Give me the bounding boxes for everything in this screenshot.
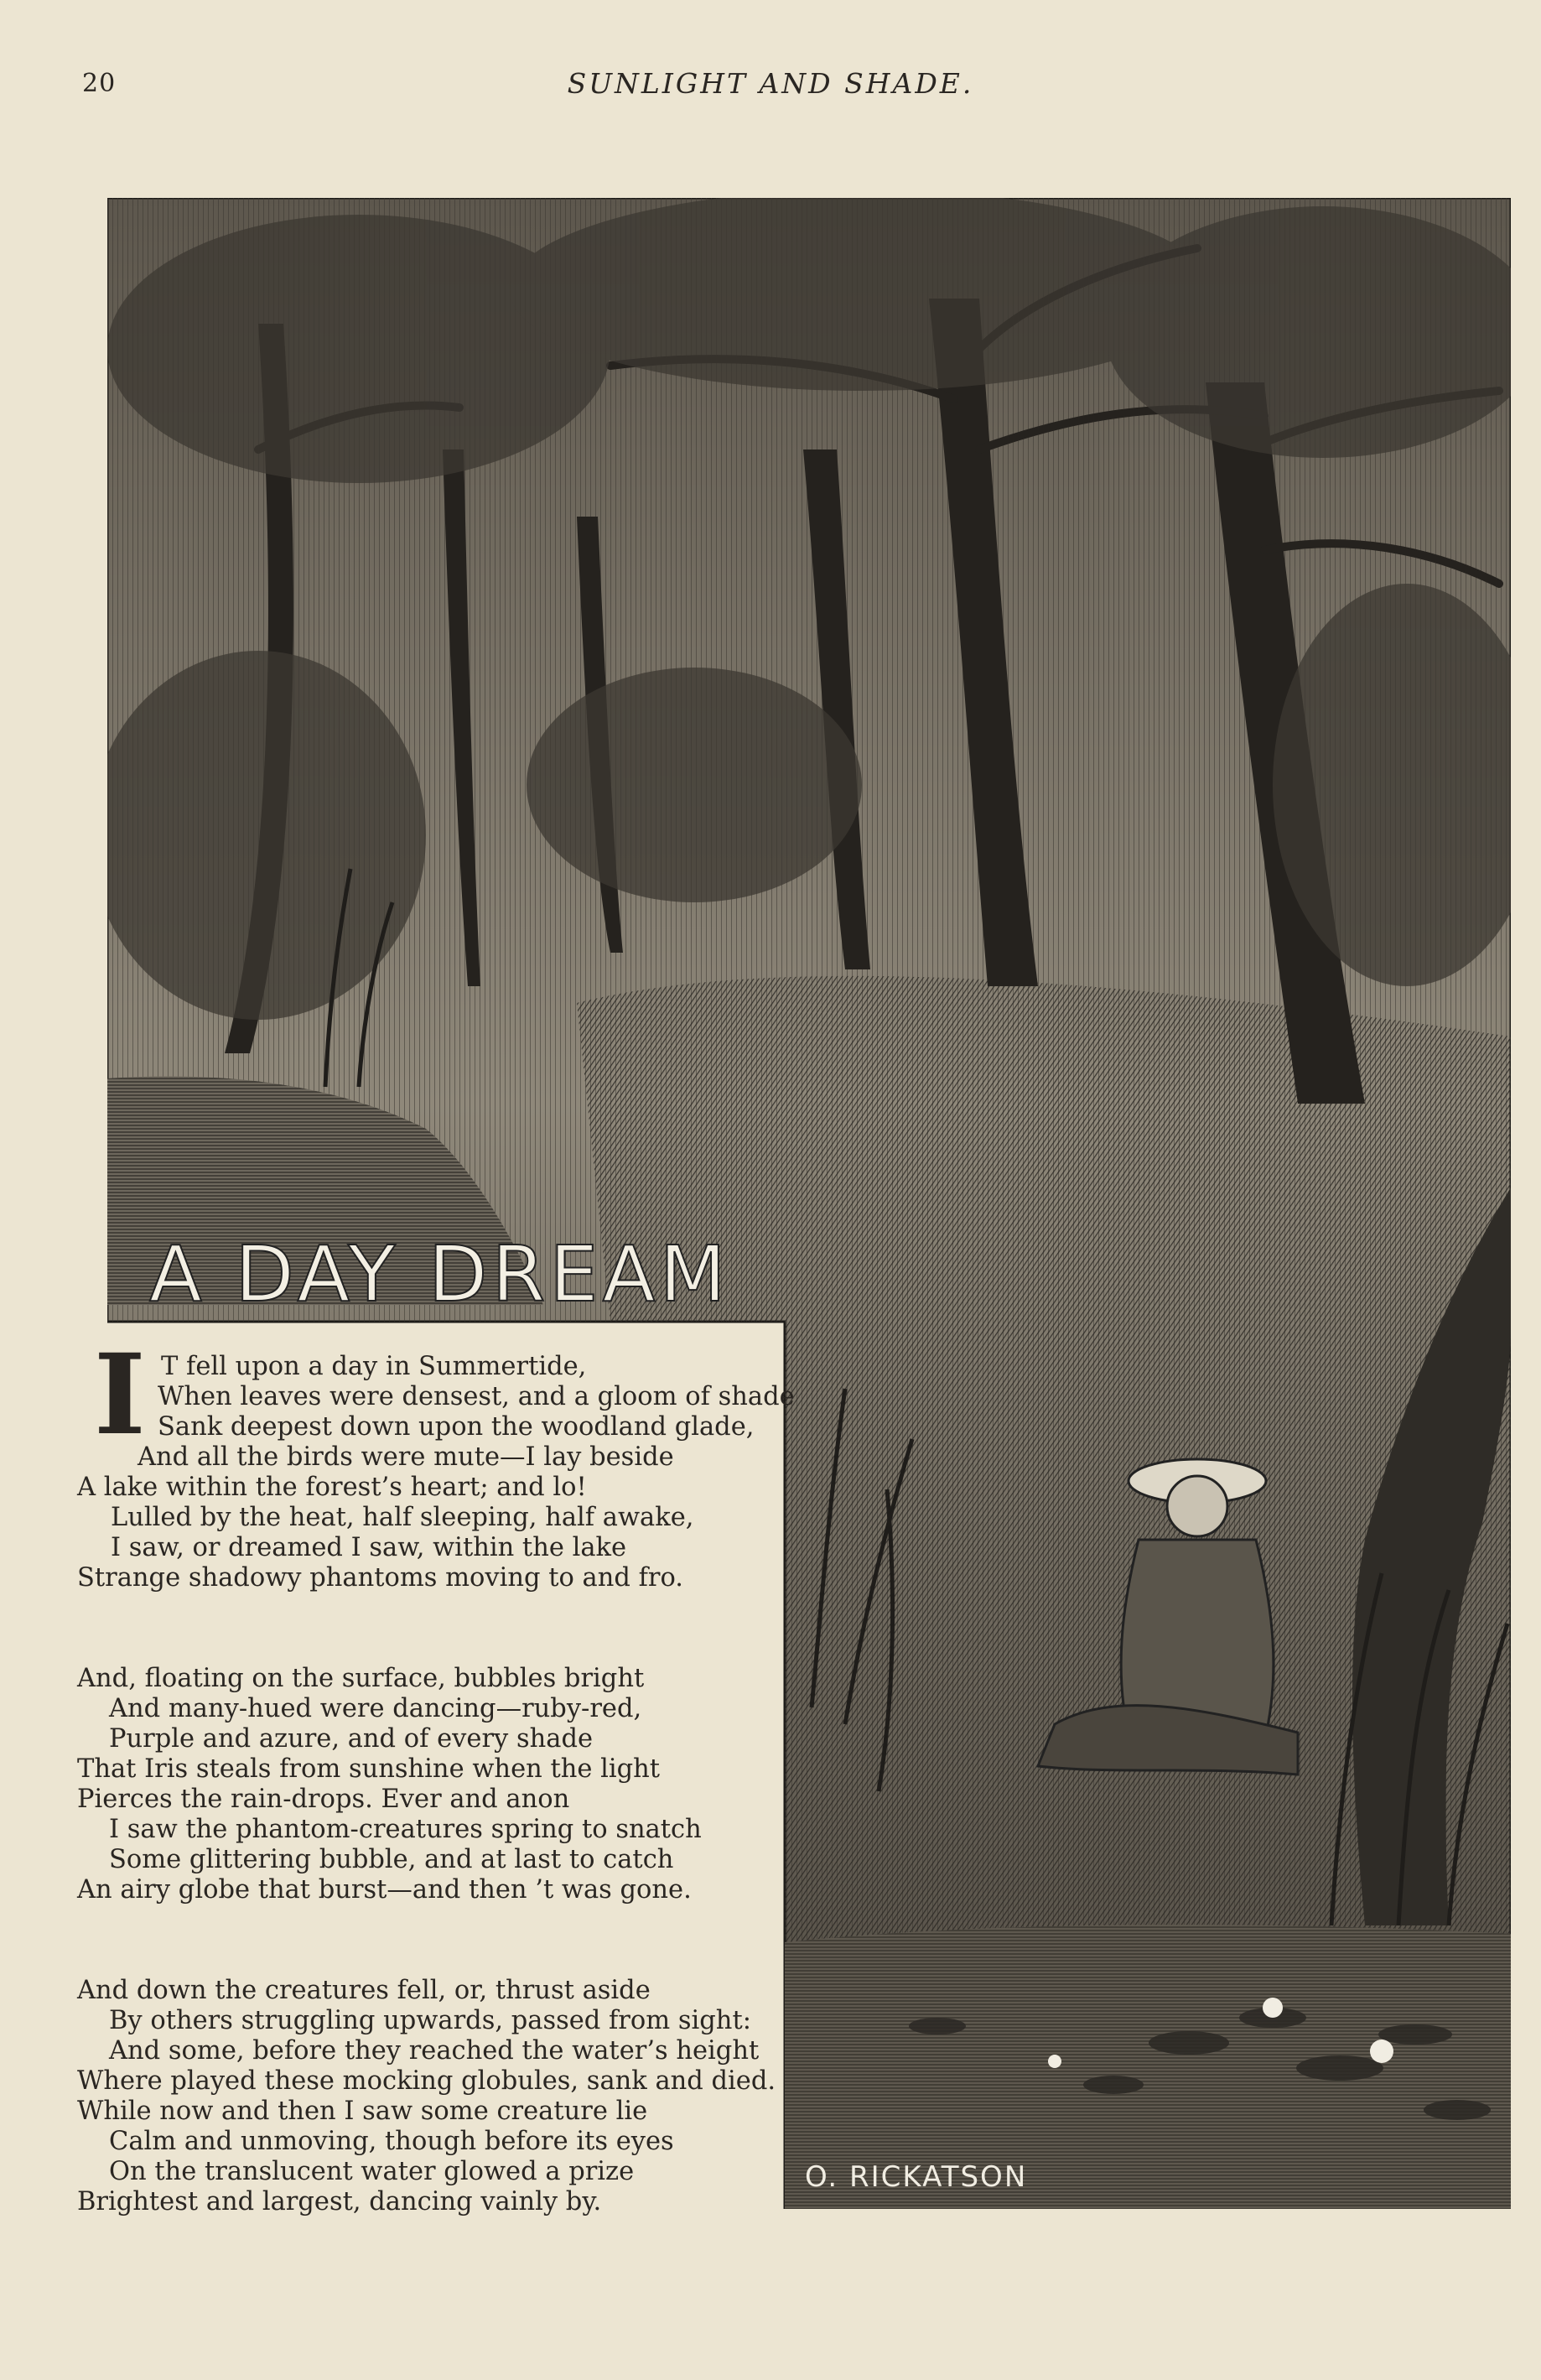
poem-line: An airy globe that burst—and then ’t was gone. <box>77 1875 692 1905</box>
drop-cap: I <box>94 1330 146 1460</box>
poem-line: And, floating on the surface, bubbles bright <box>77 1664 645 1693</box>
poem-line: Strange shadowy phantoms moving to and fro. <box>77 1563 683 1593</box>
poem-line: Brightest and largest, dancing vainly by. <box>77 2187 602 2216</box>
poem-line: Sank deepest down upon the woodland glade, <box>158 1412 755 1442</box>
poem-line: Where played these mocking globules, sank and died. <box>77 2066 776 2096</box>
poem-line: Lulled by the heat, half sleeping, half awake, <box>111 1503 694 1532</box>
poem-line: Calm and unmoving, though before its eyes <box>109 2127 674 2156</box>
poem-line: When leaves were densest, and a gloom of shade <box>158 1382 795 1411</box>
poem-line: And all the birds were mute—I lay beside <box>137 1442 674 1472</box>
poem-line: Some glittering bubble, and at last to catch <box>109 1845 674 1874</box>
poem-line: Purple and azure, and of every shade <box>109 1724 594 1754</box>
poem-stanza <box>77 1976 781 2217</box>
poem-body <box>77 1330 795 2217</box>
poem-stanzas <box>77 1352 795 2217</box>
poem-line: On the translucent water glowed a prize <box>109 2157 635 2186</box>
poem-line: By others struggling upwards, passed from sight: <box>109 2006 751 2035</box>
poem-stanza <box>77 1352 795 1593</box>
poem-line: And down the creatures fell, or, thrust aside <box>77 1976 651 2005</box>
illustration-title: A DAY DREAM <box>149 1229 730 1319</box>
engraver-signature: O. RICKATSON <box>805 2160 1028 2194</box>
poem-line: While now and then I saw some creature lie <box>77 2097 648 2126</box>
poem-line: That Iris steals from sunshine when the light <box>77 1754 661 1784</box>
poem-line: A lake within the forest’s heart; and lo! <box>77 1473 587 1502</box>
poem-line: Pierces the rain-drops. Ever and anon <box>77 1785 570 1814</box>
poem-line: T fell upon a day in Summertide, <box>161 1352 587 1381</box>
poem-line: I saw the phantom-creatures spring to snatch <box>109 1815 702 1844</box>
poem-line: And some, before they reached the water’s height <box>109 2036 760 2066</box>
poem-line: I saw, or dreamed I saw, within the lake <box>111 1533 627 1562</box>
poem-line: And many-hued were dancing—ruby-red, <box>109 1694 642 1723</box>
running-head: SUNLIGHT AND SHADE. <box>567 67 974 100</box>
poem-stanza <box>77 1664 781 1905</box>
page-number: 20 <box>82 69 117 98</box>
